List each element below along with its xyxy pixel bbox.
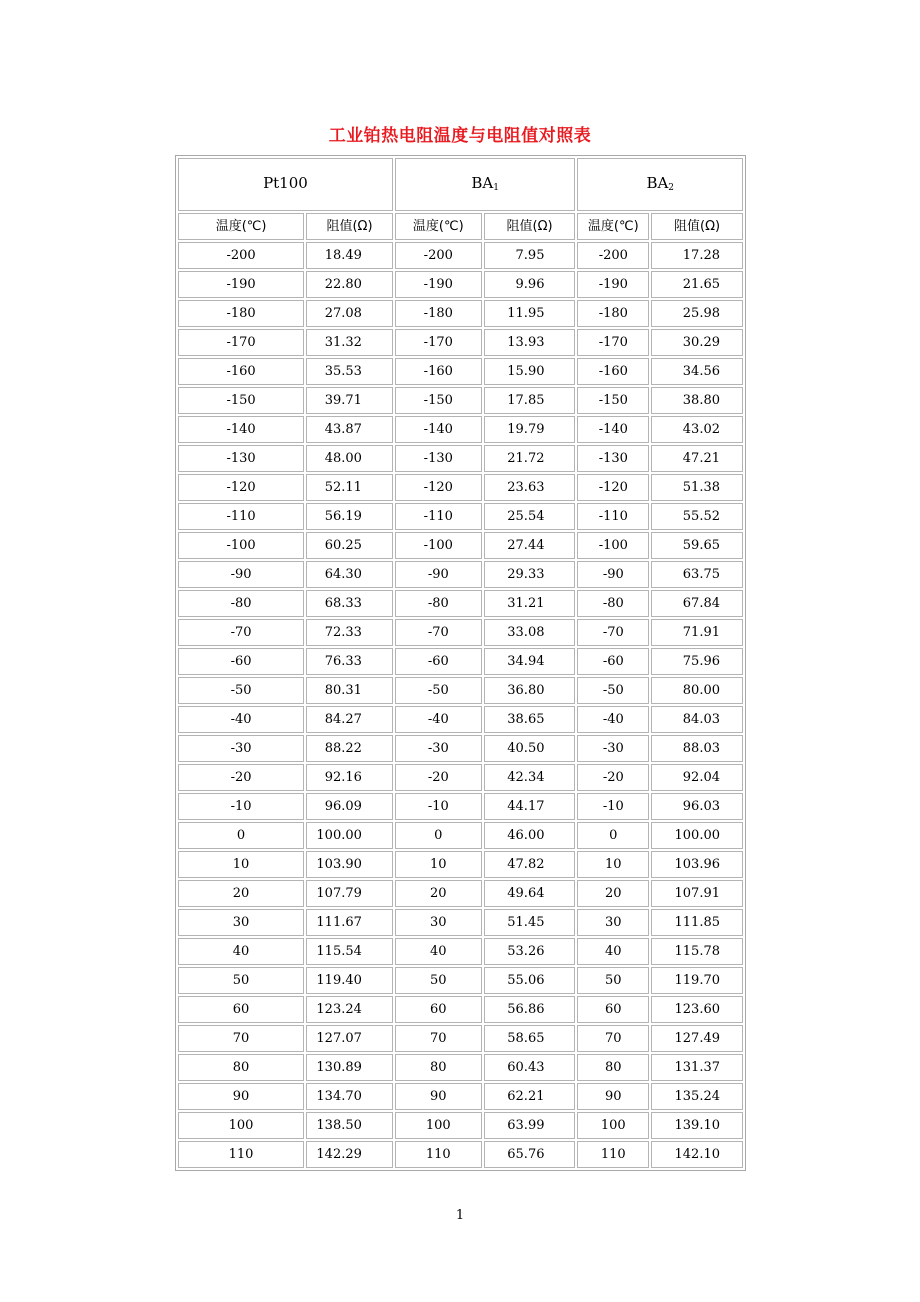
- pt100-temperature-cell: -150: [178, 387, 304, 414]
- ba2-resistance-cell: 80.00: [651, 677, 743, 704]
- group-header-ba2: [577, 158, 743, 211]
- ba2-temperature-cell: -110: [577, 503, 649, 530]
- table-row: [178, 735, 743, 762]
- table-row: [178, 445, 743, 472]
- table-row: [178, 851, 743, 878]
- ba2-resistance-cell: 127.49: [651, 1025, 743, 1052]
- ba1-temperature-cell: -100: [395, 532, 482, 559]
- table-row: [178, 1141, 743, 1168]
- ba2-resistance-cell: 84.03: [651, 706, 743, 733]
- table-row: [178, 764, 743, 791]
- ba1-resistance-cell: 53.26: [484, 938, 576, 965]
- ba1-resistance-cell: 49.64: [484, 880, 576, 907]
- table-row: [178, 967, 743, 994]
- ba1-resistance-cell: 56.86: [484, 996, 576, 1023]
- pt100-resistance-cell: 107.79: [306, 880, 393, 907]
- ba1-resistance-cell: 58.65: [484, 1025, 576, 1052]
- pt100-resistance-cell: 52.11: [306, 474, 393, 501]
- group-name: Pt100: [263, 174, 308, 192]
- table-row: [178, 1083, 743, 1110]
- ba2-temperature-cell: -180: [577, 300, 649, 327]
- ba1-temperature-cell: -60: [395, 648, 482, 675]
- ba2-resistance-cell: 115.78: [651, 938, 743, 965]
- ba1-resistance-cell: 65.76: [484, 1141, 576, 1168]
- ba2-temperature-cell: -30: [577, 735, 649, 762]
- table-row: [178, 938, 743, 965]
- ba1-temperature-cell: -170: [395, 329, 482, 356]
- pt100-temperature-cell: -60: [178, 648, 304, 675]
- ba1-temperature-cell: -110: [395, 503, 482, 530]
- group-name: BA: [471, 174, 494, 192]
- ba1-temperature-cell: -130: [395, 445, 482, 472]
- ba2-temperature-cell: -90: [577, 561, 649, 588]
- pt100-temperature-cell: 20: [178, 880, 304, 907]
- group-subscript: 2: [668, 183, 675, 193]
- ba1-temperature-cell: 90: [395, 1083, 482, 1110]
- ba1-temperature-cell: 30: [395, 909, 482, 936]
- ba1-temperature-cell: -30: [395, 735, 482, 762]
- column-header-temperature: 温度(℃): [577, 213, 649, 240]
- ba1-temperature-cell: 40: [395, 938, 482, 965]
- ba2-temperature-cell: -200: [577, 242, 649, 269]
- table-row: [178, 474, 743, 501]
- ba2-temperature-cell: -140: [577, 416, 649, 443]
- ba1-resistance-cell: 47.82: [484, 851, 576, 878]
- ba1-resistance-cell: 17.85: [484, 387, 576, 414]
- ba2-temperature-cell: 30: [577, 909, 649, 936]
- pt100-temperature-cell: 10: [178, 851, 304, 878]
- pt100-temperature-cell: -170: [178, 329, 304, 356]
- ba1-resistance-cell: 44.17: [484, 793, 576, 820]
- table-row: [178, 329, 743, 356]
- ba1-temperature-cell: 20: [395, 880, 482, 907]
- ba2-temperature-cell: -190: [577, 271, 649, 298]
- group-name: BA: [646, 174, 669, 192]
- resistance-table: [176, 156, 745, 1170]
- ba2-resistance-cell: 30.29: [651, 329, 743, 356]
- ba1-temperature-cell: -70: [395, 619, 482, 646]
- ba2-resistance-cell: 43.02: [651, 416, 743, 443]
- column-header-temperature: 温度(℃): [178, 213, 304, 240]
- ba1-temperature-cell: -40: [395, 706, 482, 733]
- ba2-resistance-cell: 142.10: [651, 1141, 743, 1168]
- ba2-resistance-cell: 119.70: [651, 967, 743, 994]
- ba1-temperature-cell: 0: [395, 822, 482, 849]
- pt100-resistance-cell: 72.33: [306, 619, 393, 646]
- ba1-resistance-cell: 42.34: [484, 764, 576, 791]
- table-row: [178, 1054, 743, 1081]
- pt100-resistance-cell: 84.27: [306, 706, 393, 733]
- pt100-temperature-cell: -110: [178, 503, 304, 530]
- pt100-temperature-cell: 30: [178, 909, 304, 936]
- ba1-temperature-cell: 50: [395, 967, 482, 994]
- pt100-resistance-cell: 100.00: [306, 822, 393, 849]
- ba1-temperature-cell: -10: [395, 793, 482, 820]
- table-row: [178, 561, 743, 588]
- ba2-temperature-cell: -100: [577, 532, 649, 559]
- table-row: [178, 996, 743, 1023]
- pt100-temperature-cell: -40: [178, 706, 304, 733]
- pt100-resistance-cell: 115.54: [306, 938, 393, 965]
- group-header-pt100: [178, 158, 393, 211]
- ba2-temperature-cell: -120: [577, 474, 649, 501]
- ba2-temperature-cell: -130: [577, 445, 649, 472]
- table-row: [178, 590, 743, 617]
- pt100-temperature-cell: -20: [178, 764, 304, 791]
- ba2-resistance-cell: 21.65: [651, 271, 743, 298]
- pt100-temperature-cell: -190: [178, 271, 304, 298]
- ba1-temperature-cell: -90: [395, 561, 482, 588]
- ba2-resistance-cell: 135.24: [651, 1083, 743, 1110]
- ba2-resistance-cell: 139.10: [651, 1112, 743, 1139]
- ba2-resistance-cell: 88.03: [651, 735, 743, 762]
- ba2-temperature-cell: -60: [577, 648, 649, 675]
- table-row: [178, 677, 743, 704]
- ba2-temperature-cell: 20: [577, 880, 649, 907]
- ba1-resistance-cell: 11.95: [484, 300, 576, 327]
- pt100-temperature-cell: 90: [178, 1083, 304, 1110]
- table-row: [178, 416, 743, 443]
- ba1-resistance-cell: 7.95: [484, 242, 576, 269]
- ba1-resistance-cell: 19.79: [484, 416, 576, 443]
- pt100-temperature-cell: -180: [178, 300, 304, 327]
- ba1-temperature-cell: -160: [395, 358, 482, 385]
- table-row: [178, 1025, 743, 1052]
- ba2-temperature-cell: 80: [577, 1054, 649, 1081]
- ba1-resistance-cell: 34.94: [484, 648, 576, 675]
- pt100-resistance-cell: 134.70: [306, 1083, 393, 1110]
- table-row: [178, 1112, 743, 1139]
- pt100-temperature-cell: -140: [178, 416, 304, 443]
- table-row: [178, 822, 743, 849]
- pt100-resistance-cell: 56.19: [306, 503, 393, 530]
- ba2-resistance-cell: 47.21: [651, 445, 743, 472]
- pt100-resistance-cell: 35.53: [306, 358, 393, 385]
- ba2-resistance-cell: 38.80: [651, 387, 743, 414]
- column-header-resistance: 阻值(Ω): [484, 213, 576, 240]
- ba1-resistance-cell: 62.21: [484, 1083, 576, 1110]
- ba1-resistance-cell: 38.65: [484, 706, 576, 733]
- pt100-resistance-cell: 111.67: [306, 909, 393, 936]
- ba2-temperature-cell: 100: [577, 1112, 649, 1139]
- ba2-resistance-cell: 34.56: [651, 358, 743, 385]
- pt100-resistance-cell: 80.31: [306, 677, 393, 704]
- pt100-temperature-cell: 50: [178, 967, 304, 994]
- pt100-temperature-cell: 110: [178, 1141, 304, 1168]
- pt100-temperature-cell: -30: [178, 735, 304, 762]
- table-row: [178, 358, 743, 385]
- ba2-resistance-cell: 51.38: [651, 474, 743, 501]
- ba2-temperature-cell: 70: [577, 1025, 649, 1052]
- ba2-resistance-cell: 92.04: [651, 764, 743, 791]
- pt100-resistance-cell: 103.90: [306, 851, 393, 878]
- ba1-temperature-cell: -50: [395, 677, 482, 704]
- pt100-resistance-cell: 31.32: [306, 329, 393, 356]
- ba2-resistance-cell: 100.00: [651, 822, 743, 849]
- pt100-resistance-cell: 92.16: [306, 764, 393, 791]
- pt100-temperature-cell: 60: [178, 996, 304, 1023]
- table-row: [178, 706, 743, 733]
- ba2-resistance-cell: 17.28: [651, 242, 743, 269]
- ba2-resistance-cell: 55.52: [651, 503, 743, 530]
- ba1-temperature-cell: -80: [395, 590, 482, 617]
- ba2-temperature-cell: 10: [577, 851, 649, 878]
- pt100-resistance-cell: 123.24: [306, 996, 393, 1023]
- group-header-row: [178, 158, 743, 211]
- page-title: 工业铂热电阻温度与电阻值对照表: [328, 126, 592, 146]
- ba1-resistance-cell: 23.63: [484, 474, 576, 501]
- pt100-temperature-cell: 70: [178, 1025, 304, 1052]
- ba2-temperature-cell: -150: [577, 387, 649, 414]
- ba1-resistance-cell: 36.80: [484, 677, 576, 704]
- pt100-temperature-cell: -130: [178, 445, 304, 472]
- pt100-resistance-cell: 48.00: [306, 445, 393, 472]
- ba1-temperature-cell: 100: [395, 1112, 482, 1139]
- ba1-resistance-cell: 27.44: [484, 532, 576, 559]
- pt100-temperature-cell: -100: [178, 532, 304, 559]
- ba1-temperature-cell: -190: [395, 271, 482, 298]
- pt100-resistance-cell: 60.25: [306, 532, 393, 559]
- ba1-temperature-cell: -200: [395, 242, 482, 269]
- ba2-resistance-cell: 131.37: [651, 1054, 743, 1081]
- pt100-resistance-cell: 68.33: [306, 590, 393, 617]
- table-row: [178, 793, 743, 820]
- ba1-temperature-cell: 10: [395, 851, 482, 878]
- ba2-resistance-cell: 75.96: [651, 648, 743, 675]
- ba1-resistance-cell: 55.06: [484, 967, 576, 994]
- ba2-temperature-cell: 0: [577, 822, 649, 849]
- ba2-resistance-cell: 96.03: [651, 793, 743, 820]
- ba1-temperature-cell: -120: [395, 474, 482, 501]
- column-header-row: [178, 213, 743, 240]
- ba2-temperature-cell: 90: [577, 1083, 649, 1110]
- table-row: [178, 909, 743, 936]
- ba2-resistance-cell: 67.84: [651, 590, 743, 617]
- column-header-resistance: 阻值(Ω): [306, 213, 393, 240]
- page-number: 1: [455, 1208, 465, 1223]
- ba1-resistance-cell: 51.45: [484, 909, 576, 936]
- ba1-resistance-cell: 40.50: [484, 735, 576, 762]
- ba2-temperature-cell: -40: [577, 706, 649, 733]
- ba2-temperature-cell: 50: [577, 967, 649, 994]
- ba1-temperature-cell: -180: [395, 300, 482, 327]
- pt100-resistance-cell: 138.50: [306, 1112, 393, 1139]
- ba2-temperature-cell: -50: [577, 677, 649, 704]
- ba1-resistance-cell: 31.21: [484, 590, 576, 617]
- ba1-resistance-cell: 46.00: [484, 822, 576, 849]
- ba1-resistance-cell: 29.33: [484, 561, 576, 588]
- table-row: [178, 503, 743, 530]
- ba2-temperature-cell: -70: [577, 619, 649, 646]
- pt100-temperature-cell: -50: [178, 677, 304, 704]
- ba2-resistance-cell: 103.96: [651, 851, 743, 878]
- pt100-temperature-cell: 100: [178, 1112, 304, 1139]
- ba1-resistance-cell: 13.93: [484, 329, 576, 356]
- ba1-temperature-cell: 80: [395, 1054, 482, 1081]
- table-row: [178, 242, 743, 269]
- pt100-temperature-cell: 0: [178, 822, 304, 849]
- pt100-resistance-cell: 43.87: [306, 416, 393, 443]
- resistance-table-container: [175, 155, 746, 1171]
- pt100-resistance-cell: 96.09: [306, 793, 393, 820]
- group-subscript: 1: [493, 183, 499, 193]
- ba2-temperature-cell: 110: [577, 1141, 649, 1168]
- ba2-temperature-cell: -160: [577, 358, 649, 385]
- pt100-temperature-cell: 40: [178, 938, 304, 965]
- ba2-resistance-cell: 25.98: [651, 300, 743, 327]
- pt100-temperature-cell: -10: [178, 793, 304, 820]
- pt100-resistance-cell: 39.71: [306, 387, 393, 414]
- ba2-temperature-cell: -170: [577, 329, 649, 356]
- pt100-resistance-cell: 127.07: [306, 1025, 393, 1052]
- ba2-temperature-cell: 40: [577, 938, 649, 965]
- pt100-resistance-cell: 27.08: [306, 300, 393, 327]
- ba1-temperature-cell: 60: [395, 996, 482, 1023]
- ba2-temperature-cell: -10: [577, 793, 649, 820]
- ba2-temperature-cell: -20: [577, 764, 649, 791]
- pt100-temperature-cell: -70: [178, 619, 304, 646]
- table-row: [178, 532, 743, 559]
- pt100-temperature-cell: -80: [178, 590, 304, 617]
- ba1-resistance-cell: 60.43: [484, 1054, 576, 1081]
- pt100-resistance-cell: 142.29: [306, 1141, 393, 1168]
- ba1-temperature-cell: -20: [395, 764, 482, 791]
- table-row: [178, 648, 743, 675]
- table-row: [178, 271, 743, 298]
- pt100-temperature-cell: 80: [178, 1054, 304, 1081]
- ba2-resistance-cell: 123.60: [651, 996, 743, 1023]
- table-row: [178, 880, 743, 907]
- ba1-temperature-cell: 110: [395, 1141, 482, 1168]
- pt100-resistance-cell: 88.22: [306, 735, 393, 762]
- column-header-resistance: 阻值(Ω): [651, 213, 743, 240]
- table-row: [178, 300, 743, 327]
- ba1-resistance-cell: 33.08: [484, 619, 576, 646]
- pt100-temperature-cell: -120: [178, 474, 304, 501]
- pt100-resistance-cell: 22.80: [306, 271, 393, 298]
- pt100-temperature-cell: -160: [178, 358, 304, 385]
- ba2-temperature-cell: -80: [577, 590, 649, 617]
- ba1-temperature-cell: 70: [395, 1025, 482, 1052]
- ba2-resistance-cell: 111.85: [651, 909, 743, 936]
- pt100-resistance-cell: 64.30: [306, 561, 393, 588]
- pt100-resistance-cell: 119.40: [306, 967, 393, 994]
- table-row: [178, 619, 743, 646]
- ba1-resistance-cell: 21.72: [484, 445, 576, 472]
- pt100-temperature-cell: -200: [178, 242, 304, 269]
- column-header-temperature: 温度(℃): [395, 213, 482, 240]
- pt100-resistance-cell: 130.89: [306, 1054, 393, 1081]
- ba1-temperature-cell: -140: [395, 416, 482, 443]
- ba1-resistance-cell: 9.96: [484, 271, 576, 298]
- table-row: [178, 387, 743, 414]
- ba2-temperature-cell: 60: [577, 996, 649, 1023]
- ba2-resistance-cell: 71.91: [651, 619, 743, 646]
- ba2-resistance-cell: 59.65: [651, 532, 743, 559]
- pt100-resistance-cell: 18.49: [306, 242, 393, 269]
- ba1-resistance-cell: 63.99: [484, 1112, 576, 1139]
- group-header-ba1: [395, 158, 576, 211]
- ba1-resistance-cell: 15.90: [484, 358, 576, 385]
- ba2-resistance-cell: 107.91: [651, 880, 743, 907]
- pt100-resistance-cell: 76.33: [306, 648, 393, 675]
- ba1-temperature-cell: -150: [395, 387, 482, 414]
- pt100-temperature-cell: -90: [178, 561, 304, 588]
- ba1-resistance-cell: 25.54: [484, 503, 576, 530]
- ba2-resistance-cell: 63.75: [651, 561, 743, 588]
